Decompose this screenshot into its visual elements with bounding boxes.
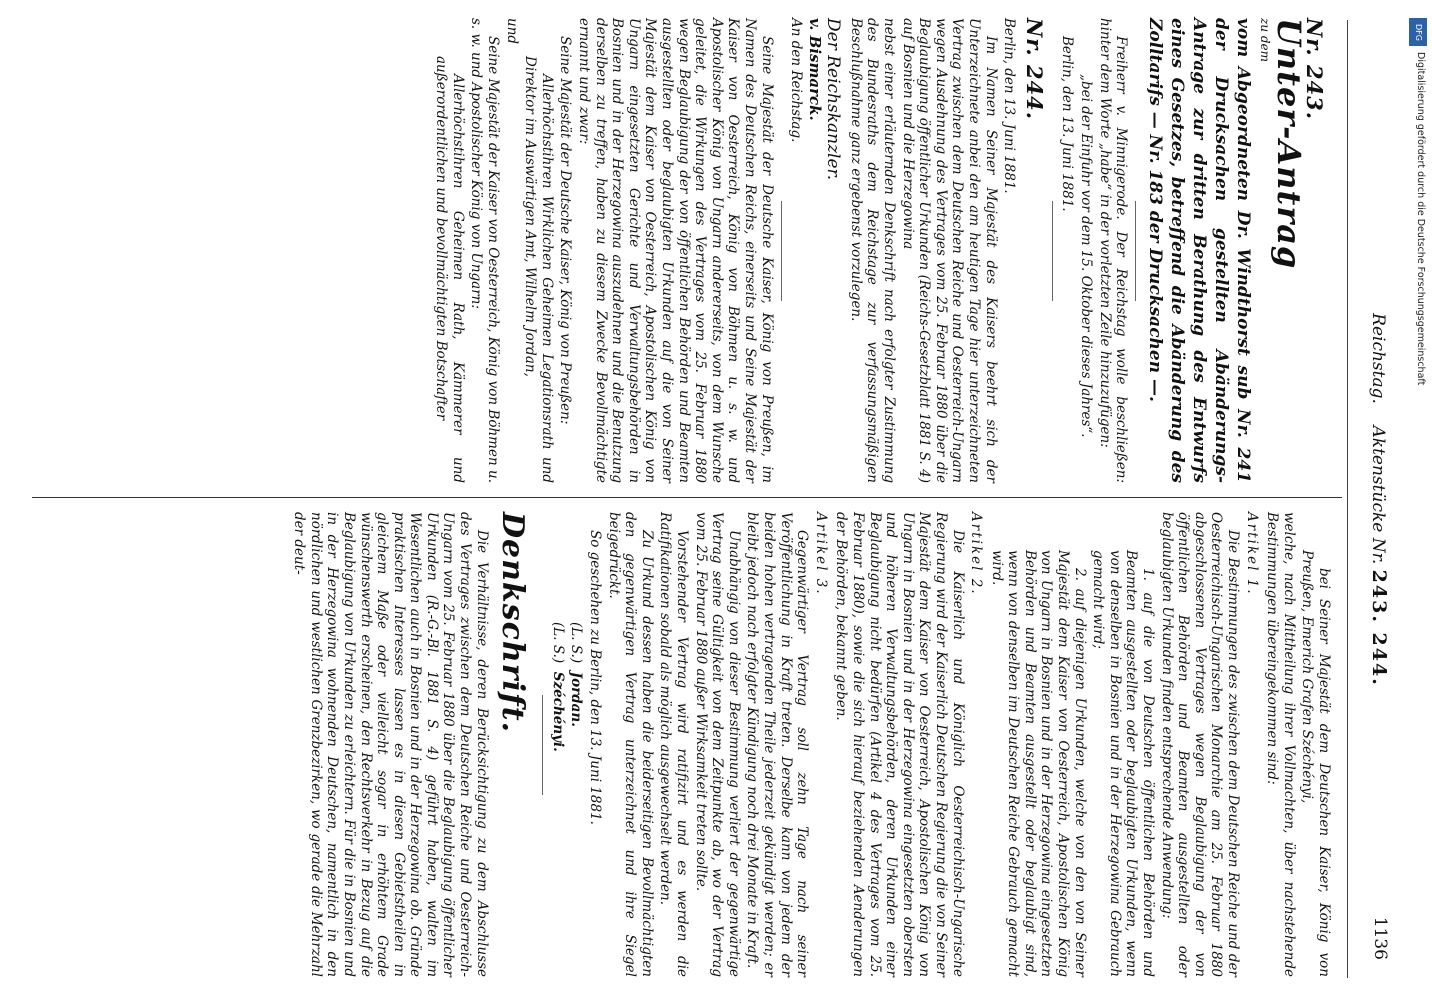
ratification: Vorstehender Vertrag wird ratifizirt und es werden die Ratifikationen sobald als möglich ausgewechselt werden. bbox=[657, 512, 691, 977]
section-numbers: 243. 244. bbox=[1368, 569, 1390, 687]
running-title: Reichstag. bbox=[1368, 313, 1388, 404]
und: und bbox=[503, 18, 520, 45]
digitization-text: Digitalisierung gefördert durch die Deutsche Forschungsgemeinschaft bbox=[1415, 52, 1426, 386]
seal-line-1 bbox=[568, 512, 585, 977]
denkschrift-title: Denkschrift. bbox=[495, 512, 531, 734]
antrag-text: Freiherr v. Minnigerode. Der Reichstag wolle beschließen: hinter dem Worte „habe“ in der vorletzten Zeile hinzuzufügen: bbox=[1096, 18, 1130, 483]
artikel-2: Artikel 2. bbox=[968, 512, 985, 596]
signature-szechenyi: Széchényi. bbox=[549, 671, 566, 752]
artikel-1-item-2: 2. auf diejenigen Urkunden, welche von den von Seiner Majestät dem Kaiser von Oesterreich, Apostolischen König von Ungarn in Bosnien und in der Herzegowina eingesetzten Behörden und Beamten ausgestellt oder beglaubigt sind, wenn von denselben im Deutschen Reiche Gebrauch gemacht wird. bbox=[988, 550, 1088, 977]
artikel-1-text: Die Bestimmungen des zwischen dem Deutschen Reiche und der Oesterreichisch-Ungarischen Monarchie am 25. Februar 1880 abgeschlossenen Vertrages wegen Beglaubigung der von öffentlichen Behörden und Beamten ausgestellten oder beglaubigten Urkunden finden entsprechende Anwendung: bbox=[1158, 512, 1242, 977]
page-number: 1136 bbox=[1370, 916, 1390, 960]
digitization-note bbox=[1407, 10, 1429, 990]
seal-line-2 bbox=[549, 512, 566, 977]
addressee: An den Reichstag. bbox=[788, 18, 805, 143]
artikel-1: Artikel 1. bbox=[1243, 512, 1260, 596]
artikel-3-text: Gegenwärtiger Vertrag soll zehn Tage nach seiner Veröffentlichung in Kraft treten. Derselbe kann von jedem der beiden hohen vertragenden Theile jederzeit gekündigt werden; er bleibt jedoch nach erfolgter Kündigung noch drei Monate in Kraft. bbox=[744, 512, 811, 977]
plenipotentiary-1: Allerhöchstihren Wirklichen Geheimen Legationsrath und Direktor im Auswärtigen Amt, Wilhelm Jordan, bbox=[522, 56, 555, 483]
unter-antrag-title: Unter-Antrag bbox=[1270, 18, 1309, 270]
ambassador: bei Seiner Majestät dem Deutschen Kaiser, König von Preußen, Emerich Grafen Széchényi, bbox=[1299, 550, 1332, 977]
seal-1: (L. S.) bbox=[568, 622, 585, 664]
antrag-date: Berlin, den 13. Juni 1881. bbox=[1059, 36, 1076, 212]
section-prefix: Aktenstücke Nr. bbox=[1368, 425, 1388, 565]
artikel-1-item-1: 1. auf die von Deutschen öffentlichen Behörden und Beamten ausgestellten oder beglaubigten Urkunden, wenn von denselben in Bosnien und in der Herzegowina Gebrauch gemacht wird; bbox=[1090, 550, 1157, 977]
denkschrift-text: Die Verhältnisse, deren Berücksichtigung zu dem Abschlusse des Vertrages zwischen dem Deutschen Reiche und Oesterreich-Ungarn vom 25. Februar 1880 über die Beglaubigung öffentlicher Urkunden (R.-G.-Bl. 1881 S. 4) geführt haben, walten im Wesentlichen auch in Bosnien und in der Herzegowina ob. Gründe praktischen Interesses lassen es in diesen Gebietstheilen in gleichem Maße oder vielleicht sogar in erhöhtem Grade wünschenswerth erscheinen, den Rechtsverkehr in Bezug auf die Beglaubigung von Urkunden zu erleichtern. Für die in Bosnien und in der Herzegowina wohnenden Deutschen, namentlich in den nördlichen und westlichen Grenzbezirken, wo gerade die Mehrzahl der deut- bbox=[291, 512, 490, 977]
agreement-intro: welche, nach Mittheilung ihrer Vollmachten, über nachstehende Bestimmungen übereingekommen sind: bbox=[1264, 512, 1297, 977]
zu-dem: zu dem bbox=[1257, 18, 1272, 63]
treaty-preamble: Seine Majestät der Deutsche Kaiser, König von Preußen, im Namen des Deutschen Reichs, einerseits und Seine Majestät der Kaiser von Oesterreich, König von Böhmen u. s. w. und Apostolischer König von Ungarn andererseits, von dem Wunsche geleitet, die Wirkungen des Vertrages vom 25. Februar 1880 wegen Beglaubigung der von öffentlichen Behörden und Beamten ausgestellten oder beglaubigten Urkunden auf die von Seiner Majestät dem Kaiser von Oesterreich, Apostolischen König von Ungarn eingesetzten Gerichte und Verwaltungsbehörden in Bosnien und in der Herzegowina auszudehnen und die Benutzung derselben zu treffen, haben zu diesem Zwecke Bevollmächtigte ernannt und zwar: bbox=[576, 18, 775, 483]
short-rule bbox=[1135, 201, 1136, 301]
seal-2: (L. S.) bbox=[549, 622, 566, 664]
letter-body-cont: nebst einer erläuternden Denkschrift nach erfolgter Zustimmung des Bundesraths dem Reichstage zur verfassungsmäßigen Beschlußnahme ganz ergebenst vorzulegen. bbox=[847, 18, 898, 483]
antrag-insert: „bei der Einfuhr vor dem 15. Oktober dieses Jahres“. bbox=[1078, 74, 1095, 438]
in-witness: Zu Urkund dessen haben die beiderseitigen Bevollmächtigten den gegenwärtigen Vertrag unterzeichnet und ihre Siegel beigedrückt. bbox=[605, 512, 655, 977]
plenipotentiary-2-heading: Seine Majestät der Kaiser von Oesterreich, König von Böhmen u. s. w. und Apostolischer König von Ungarn: bbox=[468, 18, 502, 483]
signature-jordan: Jordan. bbox=[568, 671, 585, 727]
bismarck-signature: v. Bismarck. bbox=[805, 18, 824, 121]
column-divider bbox=[32, 497, 1342, 498]
left-column bbox=[431, 18, 1332, 483]
right-column bbox=[289, 512, 1332, 977]
page-header bbox=[1350, 20, 1390, 980]
nr-244-heading: Nr. 244. bbox=[1021, 18, 1047, 121]
short-rule bbox=[542, 695, 543, 795]
signing-date: So geschehen zu Berlin, den 13. Juni 1881. bbox=[587, 530, 604, 825]
nr-243-heading: Nr. 243. bbox=[1302, 18, 1327, 121]
letter-date: Berlin, den 13. Juni 1881. bbox=[1001, 18, 1018, 194]
artikel-3: Artikel 3. bbox=[812, 512, 829, 596]
letter-body: Im Namen Seiner Majestät des Kaisers beehrt sich der Unterzeichnete anbei den am heutigen Tage hier unterzeichneten Vertrag zwischen dem Deutschen Reiche und Oesterreich-Ungarn wegen Ausdehnung des Vertrages vom 25. Februar 1880 über die Beglaubigung öffentlicher Urkunden (Reichs-Gesetzblatt 1881 S. 4) auf Bosnien und die Herzegowina bbox=[899, 18, 999, 483]
short-rule bbox=[1052, 201, 1053, 301]
artikel-3-text-2: Unabhängig von dieser Bestimmung verliert der gegenwärtige Vertrag seine Gültigkeit von dem Zeitpunkte ab, wo der Vertrag vom 25. Februar 1880 außer Wirksamkeit treten sollte. bbox=[692, 512, 742, 977]
plenipotentiary-2: Allerhöchstihren Geheimen Rath, Kämmerer und außerordentlichen und bevollmächtigten Botschafter bbox=[433, 56, 466, 483]
plenipotentiary-1-heading: Seine Majestät der Deutsche Kaiser, König von Preußen: bbox=[557, 36, 574, 425]
artikel-2-text: Die Kaiserlich und Königlich Oesterreichisch-Ungarische Regierung wird der Kaiserlich Deutschen Regierung die von Seiner Majestät dem Kaiser von Oesterreich, Apostolischen König von Ungarn in Bosnien und in der Herzegowina eingesetzten obersten und höheren Verwaltungsbehörden, deren Urkunden einer Beglaubigung nicht bedürfen (Artikel 4 des Vertrages vom 25. Februar 1880), sowie die sich hierauf beziehenden Aenderungen der Behörden, bekannt geben. bbox=[833, 512, 966, 977]
reichskanzler-title: Der Reichskanzler. bbox=[823, 18, 844, 181]
dfg-logo: DFG bbox=[1409, 18, 1427, 46]
section-heading bbox=[1368, 20, 1390, 980]
header-rule bbox=[1347, 20, 1348, 978]
antrag-lead: vom Abgeordneten Dr. Windthorst sub Nr. 241 der Drucksachen gestellten Abänderungs-Antrage zur dritten Berathung des Entwurfs eines Gesetzes, betreffend die Abänderung des Zolltarifs — Nr. 183 der Drucksachen —. bbox=[1145, 18, 1254, 483]
short-rule bbox=[781, 201, 782, 301]
